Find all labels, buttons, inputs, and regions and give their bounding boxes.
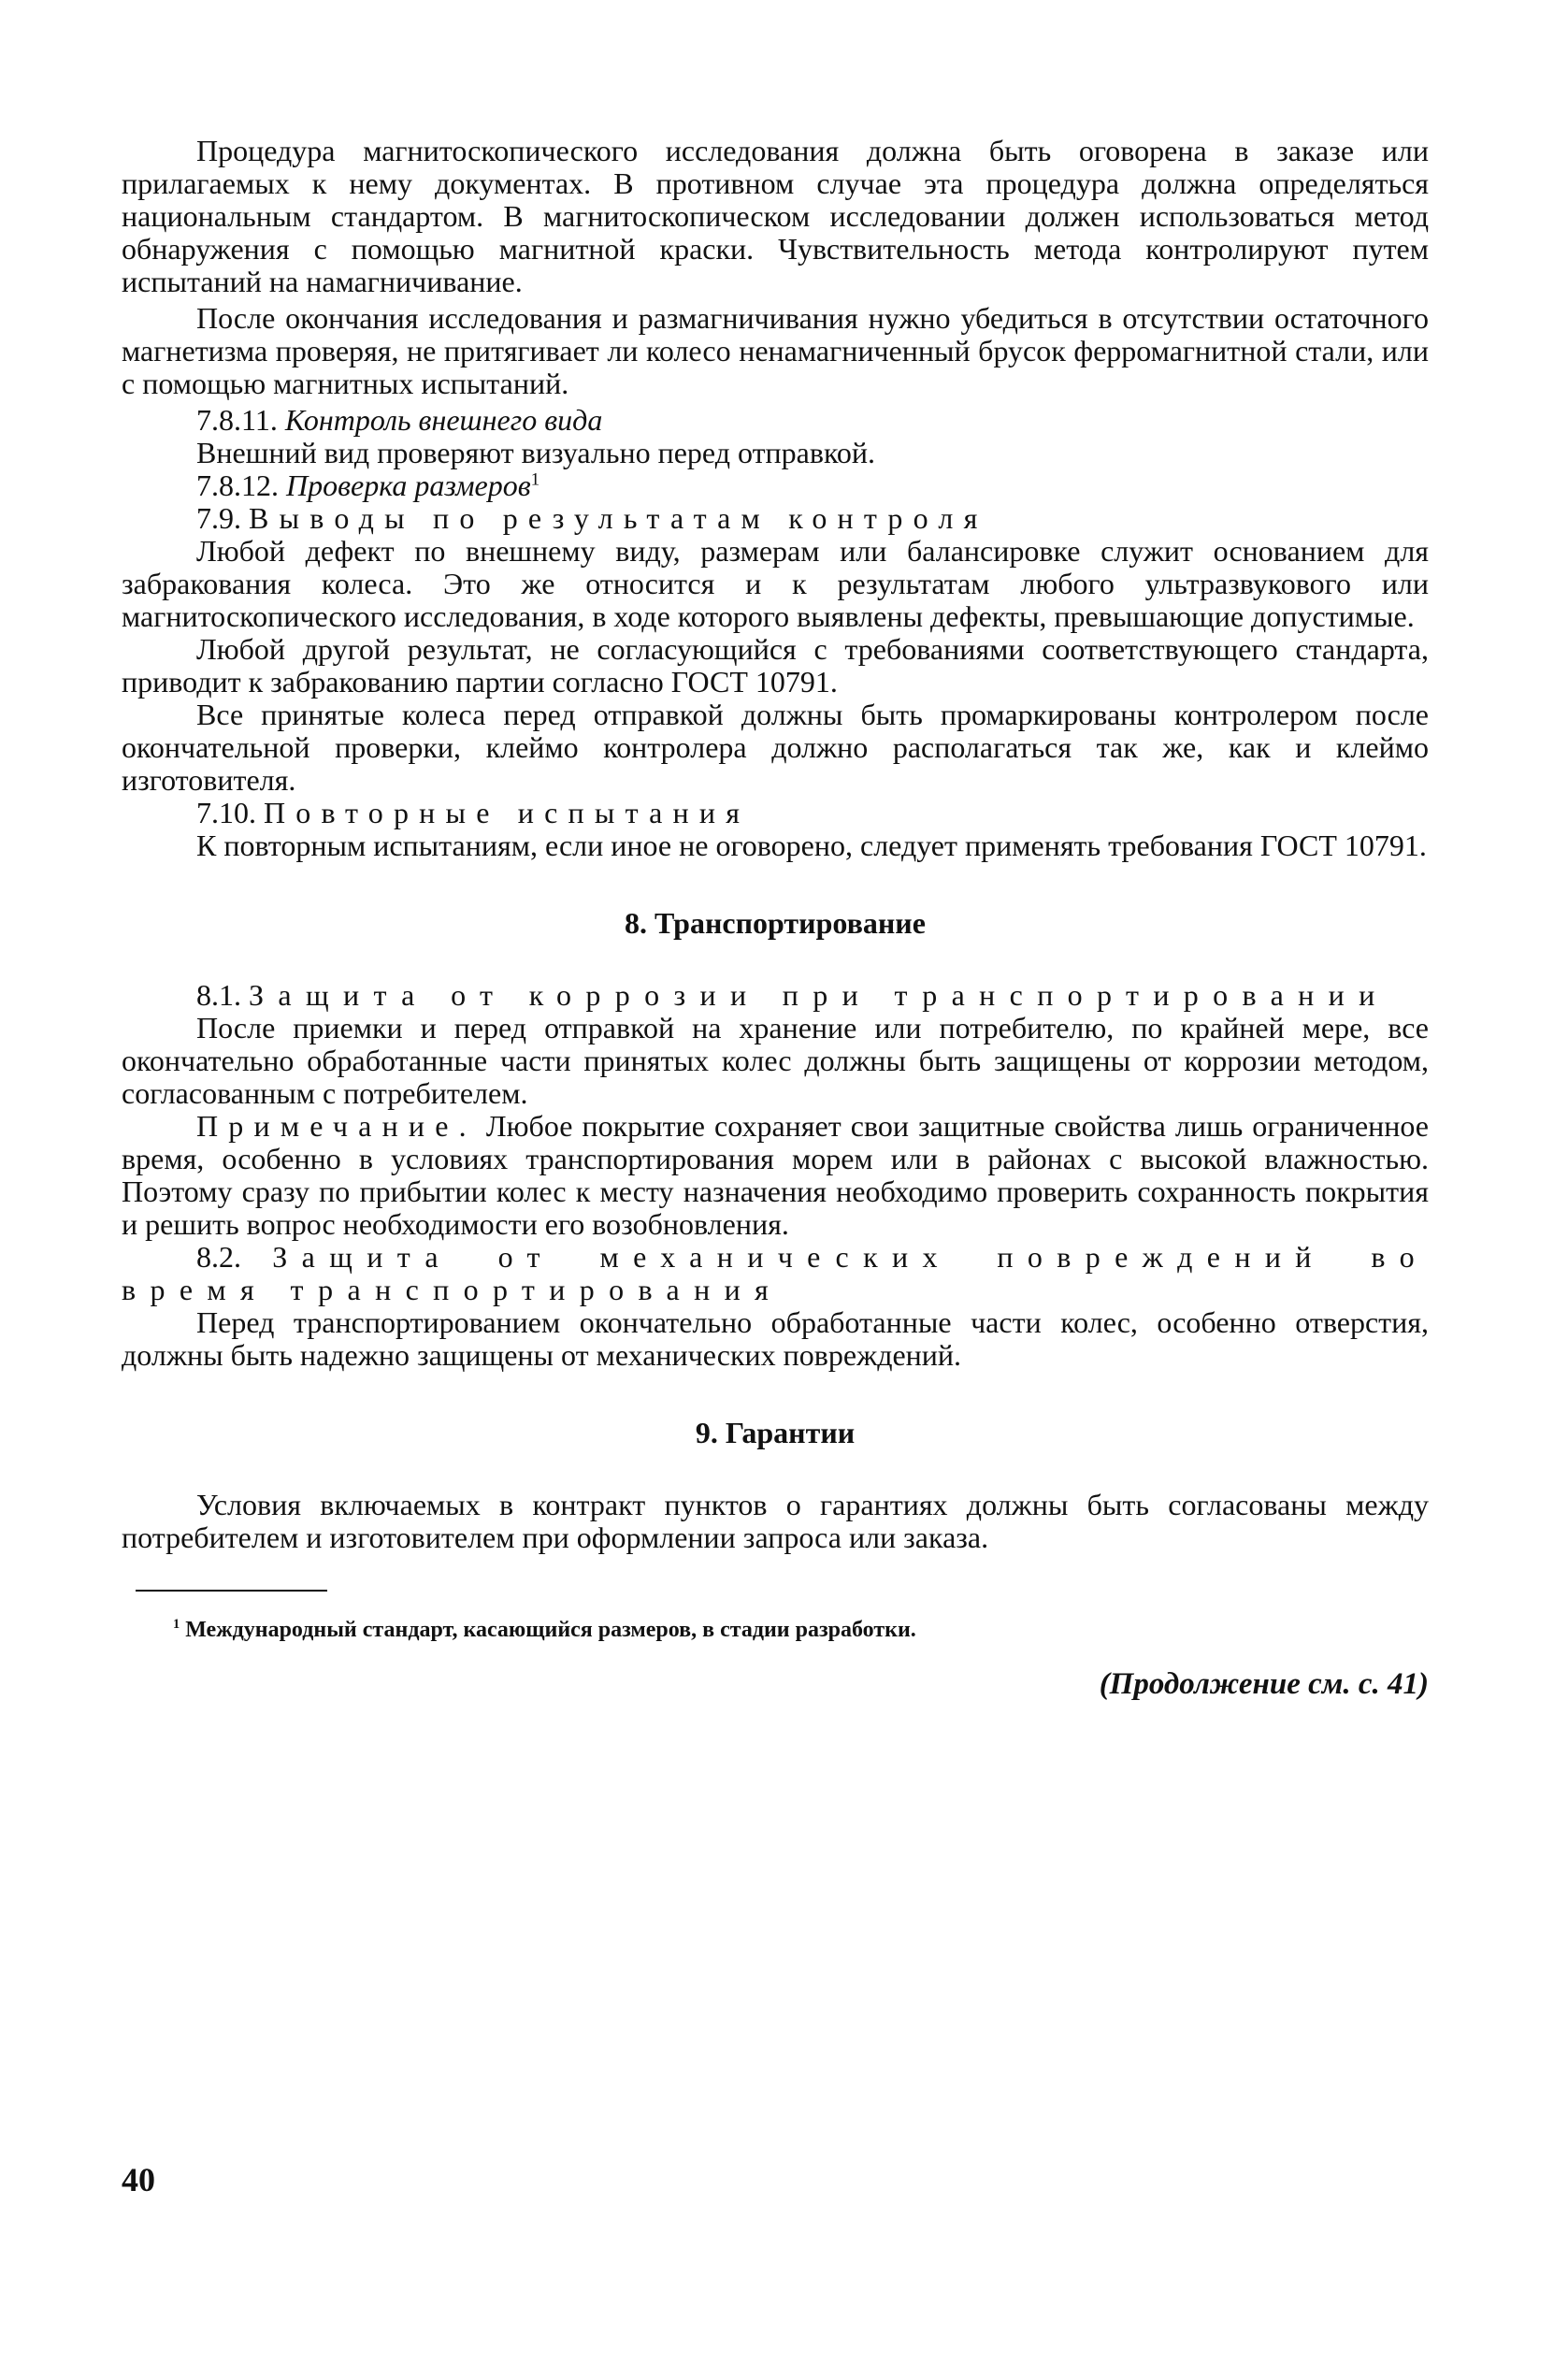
subsection-7-8-12 [122,469,1429,502]
footnote-divider [136,1590,327,1592]
subsection-number: 7.10. [196,796,256,829]
paragraph-demagnetization: После окончания исследования и размагничивания нужно убедиться в отсутствии остаточного магнетизма проверяя, не притягивает ли колесо ненамагниченный брусок ферромагнитной стали, или с помощью магнитных испытаний. [122,301,1429,400]
subsection-number: 7.9. [196,501,241,535]
document-page [122,131,1429,1701]
subsection-title: Контроль внешнего вида [284,403,603,437]
paragraph-guarantees: Условия включаемых в контракт пунктов о гарантиях должны быть согласованы между потребителем и изготовителем при оформлении запроса или заказа. [122,1488,1429,1554]
section-heading-transport: 8. Транспортирование [625,906,926,940]
page-number: 40 [122,2161,155,2198]
note-paragraph [122,1110,1429,1241]
paragraph-other-result: Любой другой результат, не согласующийся с требованиями соответствующего стандарта, приводит к забракованию партии согласно ГОСТ 10791. [122,632,1429,699]
continuation-note: (Продолжение см. с. 41) [1099,1667,1429,1701]
footnote [122,1616,1429,1644]
subsection-8-1 [122,979,1429,1012]
subsection-7-8-11 [122,404,1429,437]
paragraph-mechanical-protection: Перед транспортированием окончательно обработанные части колес, особенно отверстия, должны быть надежно защищены от механических повреждений. [122,1305,1429,1372]
subsection-title: Защита от коррозии при транспортировании [249,978,1389,1012]
subsection-8-2 [122,1241,1429,1306]
subsection-number: 8.1. [196,978,241,1012]
paragraph-marking: Все принятые колеса перед отправкой должны быть промаркированы контролером после окончательной проверки, клеймо контролера должно располагаться так же, как и клеймо изготовителя. [122,698,1429,797]
paragraph-retests: К повторным испытаниям, если иное не оговорено, следует применять требования ГОСТ 10791. [196,828,1427,862]
paragraph-visual-check: Внешний вид проверяют визуально перед отправкой. [196,436,876,469]
subsection-number: 7.8.11. [196,403,278,437]
footnote-text: Международный стандарт, касающийся размеров, в стадии разработки. [185,1618,916,1642]
subsection-title: Выводы по результатам контроля [249,501,988,535]
subsection-title: Проверка размеров [286,468,531,502]
subsection-number: 7.8.12. [196,468,279,502]
section-heading-guarantees: 9. Гарантии [695,1416,856,1449]
footnote-mark: 1 [173,1617,180,1632]
subsection-title: Защита от механических повреждений во время транспортирования [122,1240,1430,1306]
footnote-reference: 1 [530,469,540,490]
subsection-number: 8.2. [196,1240,241,1274]
paragraph-corrosion: После приемки и перед отправкой на хранение или потребителю, по крайней мере, все окончательно обработанные части принятых колес должны быть защищены от коррозии методом, согласованным с потребителем. [122,1011,1429,1110]
note-text: Любое покрытие сохраняет свои защитные свойства лишь ограниченное время, особенно в условиях транспортирования морем или в районах с высокой влажностью. Поэтому сразу по прибытии колес к месту назначения необходимо проверить сохранность покрытия и решить вопрос необходимости его возобновления. [122,1109,1430,1241]
subsection-7-10 [122,797,1429,829]
paragraph-magnetic-inspection: Процедура магнитоскопического исследования должна быть оговорена в заказе или прилагаемых к нему документах. В противном случае эта процедура должна определяться национальным стандартом. В магнитоскопическом исследовании должен использоваться метод обнаружения с помощью магнитной краски. Чувствительность метода контролируют путем испытаний на намагничивание. [122,134,1429,298]
paragraph-defects: Любой дефект по внешнему виду, размерам или балансировке служит основанием для забракования колеса. Это же относится и к результатам любого ультразвукового или магнитоскопического исследования, в ходе которого выявлены дефекты, превышающие допустимые. [122,534,1429,633]
subsection-title: Повторные испытания [264,796,751,829]
note-label: Примечание. [196,1109,477,1143]
subsection-7-9 [122,502,1429,535]
